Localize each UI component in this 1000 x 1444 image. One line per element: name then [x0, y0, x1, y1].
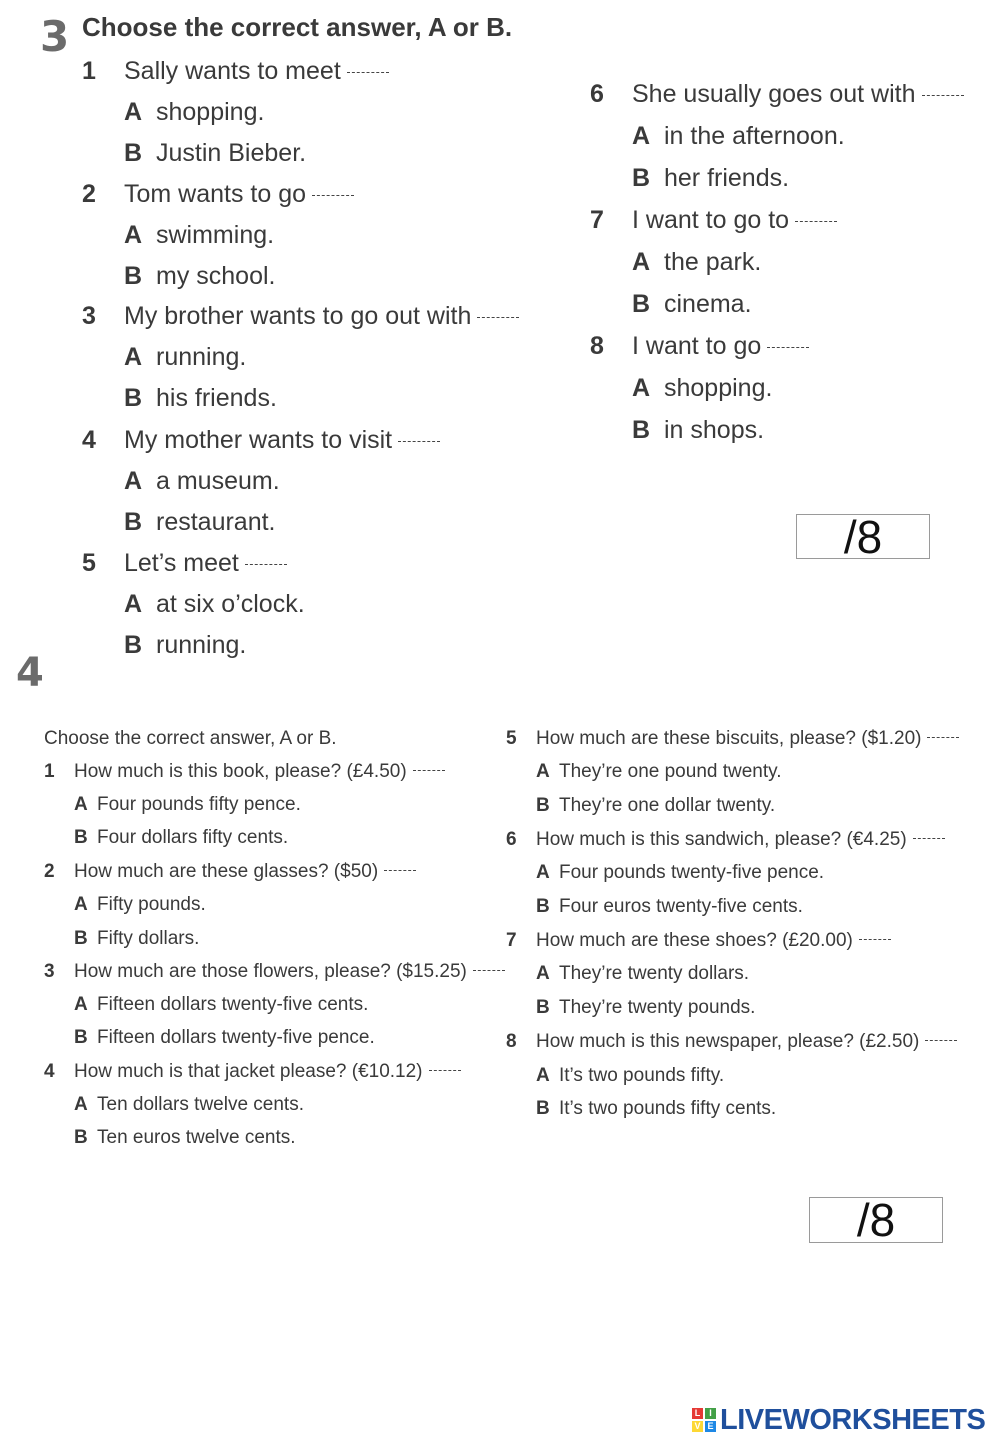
s3-question-8 [590, 332, 809, 361]
s3-question-1 [82, 57, 389, 86]
s4-q8-option-a[interactable]: A It’s two pounds fifty. [536, 1065, 725, 1086]
answer-blank[interactable] [477, 317, 519, 318]
logo-text: LIVEWORKSHEETS [720, 1404, 986, 1436]
question-text: How much are these biscuits, please? ($1.20) [536, 728, 922, 749]
question-number: 1 [44, 761, 55, 782]
answer-blank[interactable] [767, 347, 809, 348]
question-number: 3 [82, 302, 96, 330]
question-text: I want to go to [632, 206, 790, 234]
s3-q8-option-b[interactable]: B in shops. [632, 416, 765, 444]
s4-question-4 [44, 1061, 461, 1083]
s3-q6-option-b[interactable]: B her friends. [632, 164, 790, 192]
logo-mark-icon: L I V E [692, 1408, 718, 1434]
question-text: I want to go [632, 332, 762, 360]
s3-q2-option-a[interactable]: A swimming. [124, 221, 275, 249]
question-number: 7 [590, 206, 604, 234]
s4-question-1 [44, 761, 445, 783]
section-4-score-box[interactable]: /8 [809, 1197, 943, 1243]
s3-question-6 [590, 80, 964, 109]
answer-blank[interactable] [922, 95, 964, 96]
answer-blank[interactable] [413, 770, 445, 771]
s3-q7-option-a[interactable]: A the park. [632, 248, 762, 276]
s3-question-4 [82, 426, 440, 455]
answer-blank[interactable] [925, 1040, 957, 1041]
s4-q2-option-b[interactable]: B Fifty dollars. [74, 928, 200, 949]
s4-question-2 [44, 861, 416, 883]
s3-q7-option-b[interactable]: B cinema. [632, 290, 752, 318]
answer-blank[interactable] [859, 939, 891, 940]
s4-q3-option-a[interactable]: A Fifteen dollars twenty-five cents. [74, 994, 369, 1015]
s4-q6-option-b[interactable]: B Four euros twenty-five cents. [536, 896, 803, 917]
question-number: 4 [82, 426, 96, 454]
s4-q1-option-b[interactable]: B Four dollars fifty cents. [74, 827, 289, 848]
section-4-instruction: Choose the correct answer, A or B. [44, 728, 337, 749]
s4-q5-option-a[interactable]: A They’re one pound twenty. [536, 761, 782, 782]
s4-q7-option-b[interactable]: B They’re twenty pounds. [536, 997, 756, 1018]
s4-q6-option-a[interactable]: A Four pounds twenty-five pence. [536, 862, 825, 883]
s4-q5-option-b[interactable]: B They’re one dollar twenty. [536, 795, 776, 816]
s4-q4-option-a[interactable]: A Ten dollars twelve cents. [74, 1094, 304, 1115]
question-text: How much is this sandwich, please? (€4.25) [536, 829, 907, 850]
s4-q8-option-b[interactable]: B It’s two pounds fifty cents. [536, 1098, 777, 1119]
answer-blank[interactable] [347, 72, 389, 73]
s3-q3-option-b[interactable]: B his friends. [124, 384, 277, 412]
answer-blank[interactable] [473, 970, 505, 971]
s3-q3-option-a[interactable]: A running. [124, 343, 247, 371]
s3-q2-option-b[interactable]: B my school. [124, 262, 276, 290]
question-text: How much are these glasses? ($50) [74, 861, 379, 882]
question-text: Sally wants to meet [124, 57, 341, 85]
question-number: 6 [590, 80, 604, 108]
s3-question-5 [82, 549, 287, 578]
question-number: 7 [506, 930, 517, 951]
section-3-number: 3 [40, 12, 70, 61]
s3-question-3 [82, 302, 519, 331]
answer-blank[interactable] [795, 221, 837, 222]
question-text: How much are these shoes? (£20.00) [536, 930, 853, 951]
liveworksheets-logo [692, 1404, 985, 1437]
answer-blank[interactable] [913, 838, 945, 839]
answer-blank[interactable] [429, 1070, 461, 1071]
s3-question-2 [82, 180, 354, 209]
question-number: 6 [506, 829, 517, 850]
answer-blank[interactable] [927, 737, 959, 738]
question-number: 2 [82, 180, 96, 208]
answer-blank[interactable] [245, 564, 287, 565]
section-3-score-box[interactable]: /8 [796, 514, 930, 559]
question-text: How much are those flowers, please? ($15.25) [74, 961, 467, 982]
question-text: How much is that jacket please? (€10.12) [74, 1061, 423, 1082]
question-text: My mother wants to visit [124, 426, 393, 454]
s4-question-7 [506, 930, 891, 952]
question-number: 4 [44, 1061, 55, 1082]
s3-q5-option-a[interactable]: A at six o’clock. [124, 590, 305, 618]
answer-blank[interactable] [312, 195, 354, 196]
s3-q1-option-a[interactable]: A shopping. [124, 98, 265, 126]
question-number: 1 [82, 57, 96, 85]
s4-q1-option-a[interactable]: A Four pounds fifty pence. [74, 794, 301, 815]
question-text: She usually goes out with [632, 80, 916, 108]
s4-q2-option-a[interactable]: A Fifty pounds. [74, 894, 206, 915]
question-text: My brother wants to go out with [124, 302, 472, 330]
answer-blank[interactable] [398, 441, 440, 442]
s4-q4-option-b[interactable]: B Ten euros twelve cents. [74, 1127, 296, 1148]
question-text: Let’s meet [124, 549, 239, 577]
s3-q4-option-b[interactable]: B restaurant. [124, 508, 276, 536]
question-text: How much is this newspaper, please? (£2.50) [536, 1031, 920, 1052]
question-text: How much is this book, please? (£4.50) [74, 761, 407, 782]
s3-q6-option-a[interactable]: A in the afternoon. [632, 122, 845, 150]
question-text: Tom wants to go [124, 180, 307, 208]
question-number: 3 [44, 961, 55, 982]
answer-blank[interactable] [384, 870, 416, 871]
s4-question-6 [506, 829, 945, 851]
s4-question-8 [506, 1031, 957, 1053]
s3-q4-option-a[interactable]: A a museum. [124, 467, 280, 495]
s3-q5-option-b[interactable]: B running. [124, 631, 247, 659]
section-4-number: 4 [16, 650, 44, 696]
s4-q3-option-b[interactable]: B Fifteen dollars twenty-five pence. [74, 1027, 375, 1048]
section-3-instruction: Choose the correct answer, A or B. [82, 12, 513, 42]
question-number: 2 [44, 861, 55, 882]
s4-question-5 [506, 728, 959, 750]
s3-q8-option-a[interactable]: A shopping. [632, 374, 773, 402]
question-number: 5 [82, 549, 96, 577]
s3-q1-option-b[interactable]: B Justin Bieber. [124, 139, 307, 167]
s4-question-3 [44, 961, 505, 983]
question-number: 8 [590, 332, 604, 360]
question-number: 5 [506, 728, 517, 749]
s3-question-7 [590, 206, 837, 235]
question-number: 8 [506, 1031, 517, 1052]
s4-q7-option-a[interactable]: A They’re twenty dollars. [536, 963, 750, 984]
